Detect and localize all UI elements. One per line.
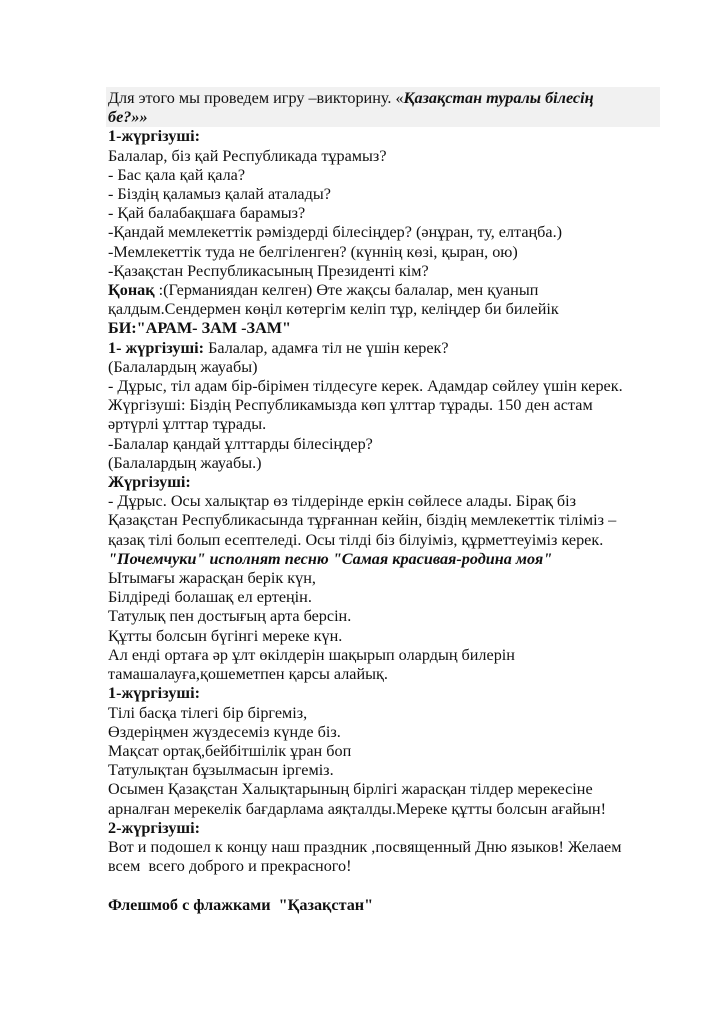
- text-line: қазақ тілі болып есептеледі. Осы тілді біз білуіміз, құрметтеуіміз керек.: [108, 530, 604, 549]
- text-line: - Бас қала қай қала?: [108, 165, 246, 184]
- text-line: Балалар, біз қай Республикада тұрамыз?: [108, 146, 387, 165]
- intro-text: Для этого мы проведем игру –викторину. «: [108, 89, 404, 107]
- poem-line: Татулықтан бұзылмасын іргеміз.: [108, 761, 334, 780]
- speaker-heading: 1-жүргізуші:: [108, 684, 200, 703]
- poem-line: Өздеріңмен жүздесеміз күнде біз.: [108, 722, 341, 741]
- text-line: Вот и подошел к концу наш праздник ,посвященный Дню языков! Желаем: [108, 837, 622, 856]
- text-line: (Балалардың жауабы.): [108, 453, 262, 472]
- quiz-title-continued: бе?»»: [108, 108, 148, 127]
- speaker-heading: Жүргізуші:: [108, 473, 191, 492]
- song-heading: "Почемчуки" исполнят песню "Самая красивая-родина моя": [108, 549, 553, 568]
- text-line: Осымен Қазақстан Халықтарының бірлігі жарасқан тілдер мерекесіне: [108, 780, 593, 799]
- quiz-title: Қазақстан туралы білесің: [403, 89, 594, 107]
- speaker-heading: 1- жүргізуші:: [108, 338, 205, 357]
- speaker-paragraph: [108, 339, 668, 358]
- guest-label: Қонақ: [108, 281, 155, 300]
- text-line: қалдым.Сендермен көңіл көтергім келіп тұр, келіңдер би билейік: [108, 300, 559, 319]
- text-line: -Қандай мемлекеттік рәміздерді білесіңдер? (әнұран, ту, елтаңба.): [108, 223, 563, 242]
- poem-line: Білдіреді болашақ ел ертеңін.: [108, 588, 312, 607]
- speaker-question: Балалар, адамға тіл не үшін керек?: [204, 338, 449, 357]
- text-line: әртүрлі ұлттар тұрады.: [108, 415, 267, 434]
- guest-text: :(Германиядан келген) Өте жақсы балалар, мен қуанып: [154, 281, 539, 300]
- dance-heading: БИ:"АРАМ- ЗАМ -ЗАМ": [108, 319, 292, 338]
- document-page: [108, 89, 668, 915]
- poem-line: Татулық пен достығың арта берсін.: [108, 607, 352, 626]
- poem-line: Мақсат ортақ,бейбітшілік ұран боп: [108, 741, 352, 760]
- speaker-heading: 1-жүргізуші:: [108, 127, 200, 146]
- text-line: Жүргізуші: Біздің Республикамызда көп ұлттар тұрады. 150 ден астам: [108, 396, 593, 415]
- poem-line: Құтты болсын бүгінгі мереке күн.: [108, 626, 343, 645]
- text-line: (Балалардың жауабы): [108, 357, 258, 376]
- poem-line: Ытымағы жарасқан берік күн,: [108, 569, 316, 588]
- text-line: - Біздің қаламыз қалай аталады?: [108, 185, 331, 204]
- guest-paragraph: [108, 281, 668, 300]
- poem-line: Тілі басқа тілегі бір біргеміз,: [108, 703, 308, 722]
- text-line: -Балалар қандай ұлттарды білесіңдер?: [108, 434, 373, 453]
- text-line: Қазақстан Республикасында тұрғаннан кейін, біздің мемлекеттік тіліміз –: [108, 511, 617, 530]
- text-line: -Мемлекеттік туда не белгіленген? (күннің көзі, қыран, ою): [108, 242, 518, 261]
- text-line: арналған мерекелік бағдарлама аяқталды.Мереке құтты болсын ағайын!: [108, 799, 606, 818]
- speaker-heading: 2-жүргізуші:: [108, 818, 200, 837]
- text-line: Ал енді ортаға әр ұлт өкілдерін шақырып олардың билерін: [108, 645, 515, 664]
- blank-line: [108, 876, 668, 895]
- text-line: -Қазақстан Республикасының Президенті кім?: [108, 261, 429, 280]
- text-line: всем всего доброго и прекрасного!: [108, 857, 352, 876]
- text-line: тамашалауға,қошеметпен қарсы алайық.: [108, 665, 388, 684]
- intro-paragraph: [108, 89, 668, 108]
- text-line: - Дұрыс, тіл адам бір-бірімен тілдесуге керек. Адамдар сөйлеу үшін керек.: [108, 377, 623, 396]
- text-line: - Дұрыс. Осы халықтар өз тілдерінде еркін сөйлесе алады. Бірақ біз: [108, 492, 577, 511]
- text-line: - Қай балабақшаға барамыз?: [108, 204, 306, 223]
- flashmob-heading: Флешмоб с флажками "Қазақстан": [108, 895, 374, 914]
